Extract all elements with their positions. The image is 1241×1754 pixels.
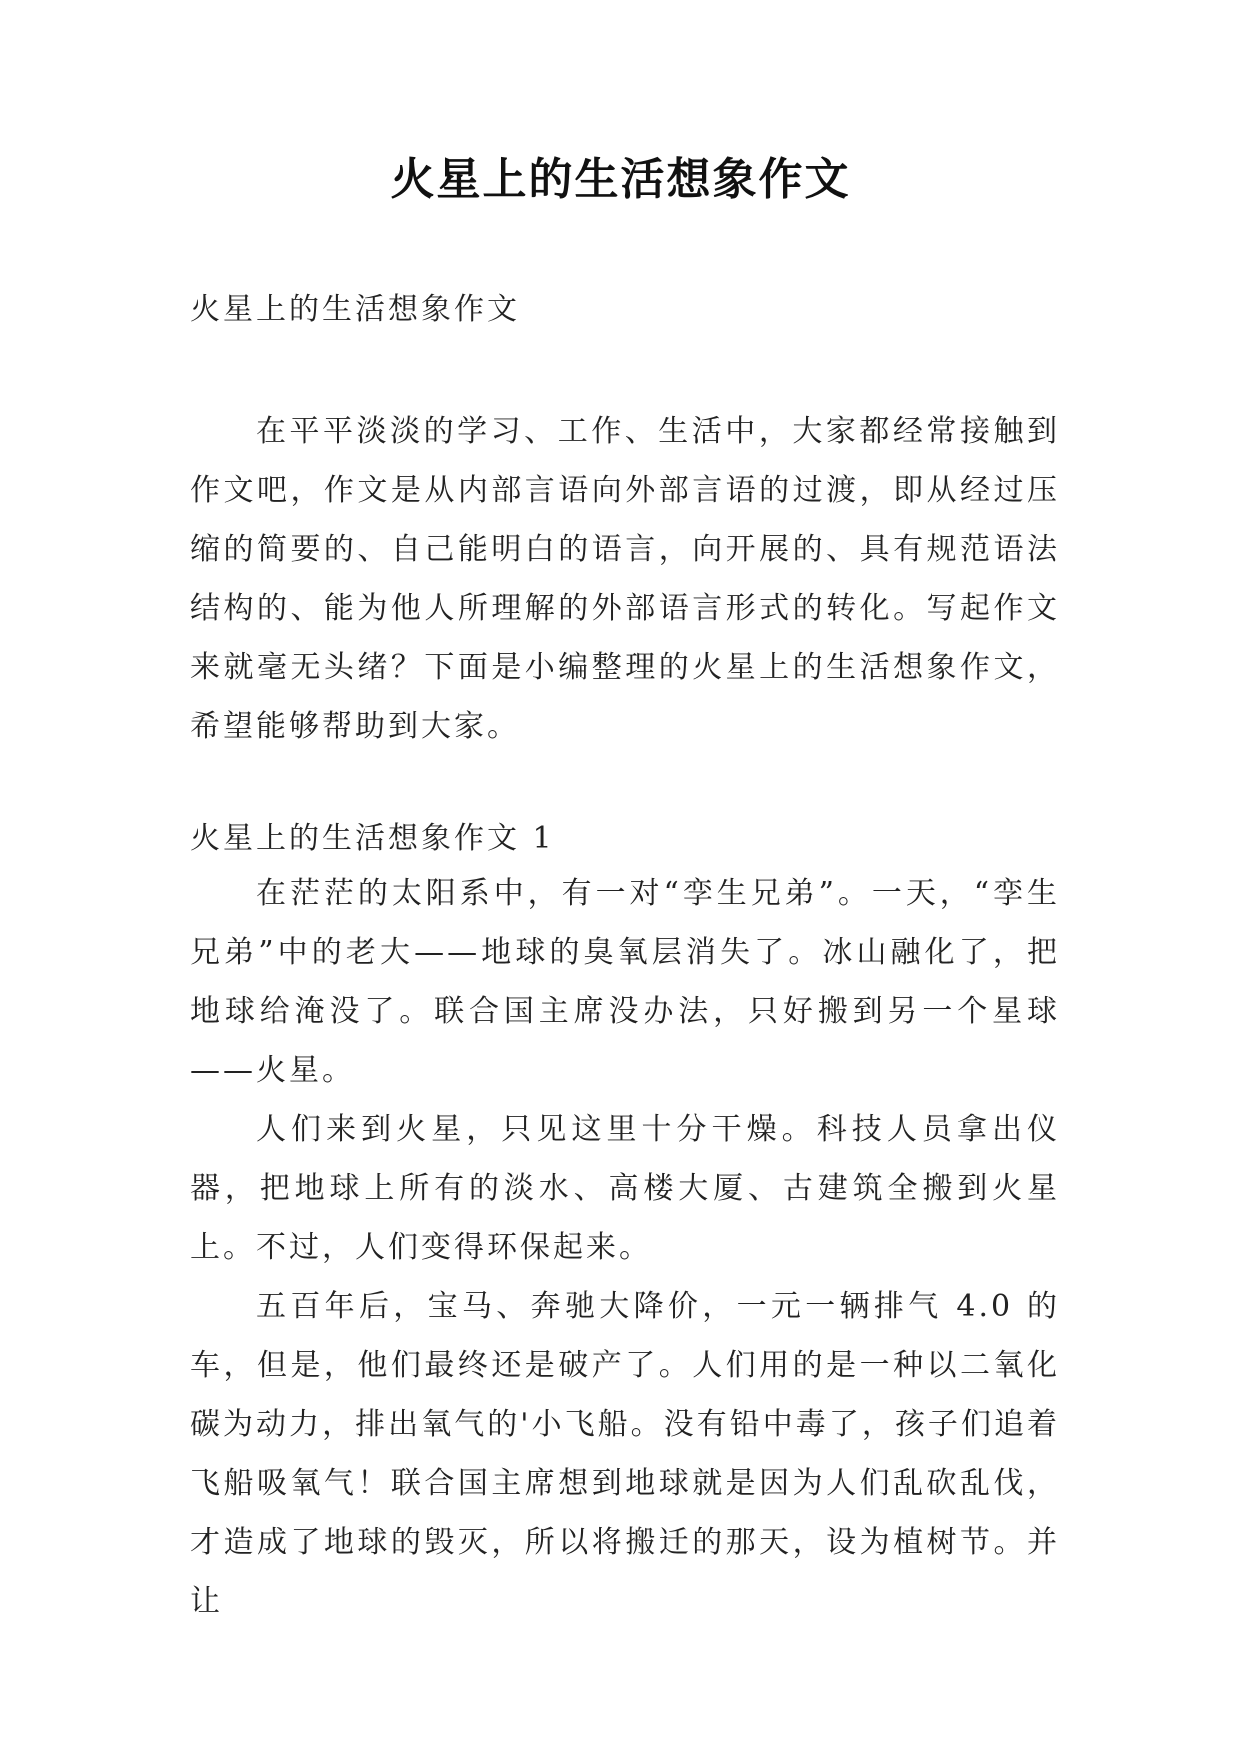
document-body: [190, 290, 1060, 1631]
intro-paragraph: 在平平淡淡的学习、工作、生活中，大家都经常接触到作文吧，作文是从内部言语向外部言语的过渡，即从经过压缩的简要的、自己能明白的语言，向开展的、具有规范语法结构的、能为他人所理解的外部语言形式的转化。写起作文来就毫无头绪？下面是小编整理的火星上的生活想象作文，希望能够帮助到大家。: [190, 414, 1060, 744]
section-heading: 火星上的生活想象作文 1: [190, 821, 555, 856]
body-paragraph: 五百年后，宝马、奔驰大降价，一元一辆排气 4.0 的车，但是，他们最终还是破产了。人们用的是一种以二氧化碳为动力，排出氧气的'小飞船。没有铅中毒了，孩子们追着飞船吸氧气！联合国主席想到地球就是因为人们乱砍乱伐，才造成了地球的毁灭，所以将搬迁的那天，设为植树节。并让: [190, 1289, 1060, 1619]
document-subtitle: 火星上的生活想象作文: [190, 292, 520, 327]
document-title: 火星上的生活想象作文: [390, 154, 851, 205]
body-paragraph: 人们来到火星，只见这里十分干燥。科技人员拿出仪器，把地球上所有的淡水、高楼大厦、古建筑全搬到火星上。不过，人们变得环保起来。: [190, 1112, 1060, 1265]
body-paragraph: 在茫茫的太阳系中，有一对“孪生兄弟”。一天，“孪生兄弟”中的老大——地球的臭氧层消失了。冰山融化了，把地球给淹没了。联合国主席没办法，只好搬到另一个星球——火星。: [190, 876, 1060, 1088]
